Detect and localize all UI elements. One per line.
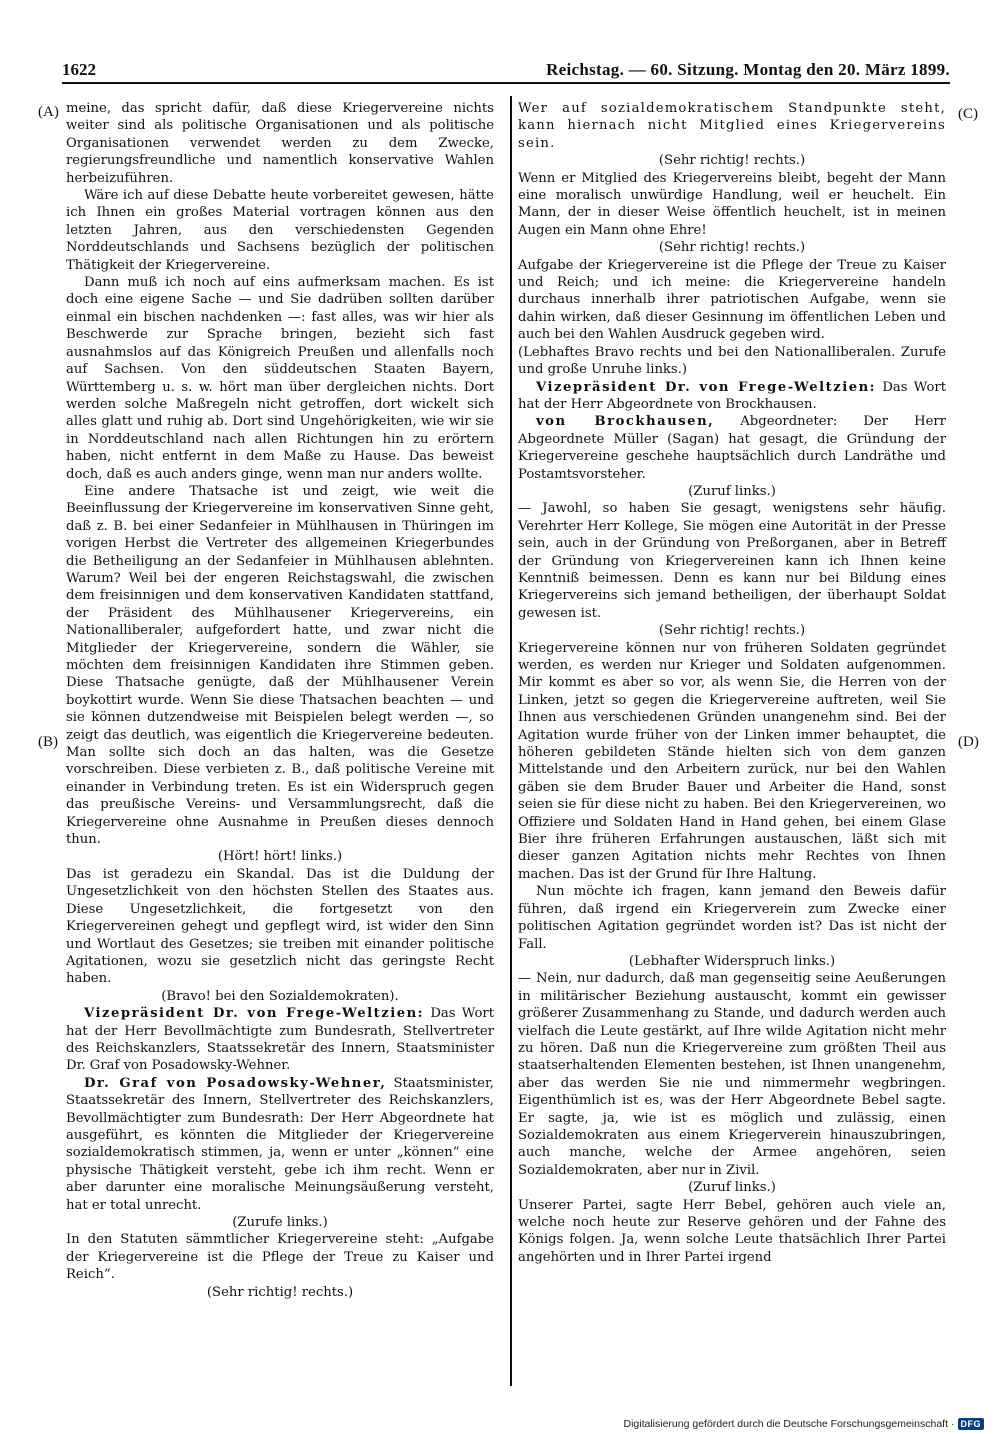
- dfg-logo: DFG: [958, 1418, 985, 1430]
- paragraph-text: Wäre ich auf diese Debatte heute vorbereitet gewesen, hätte ich Ihnen ein großes Material vortragen können aus den letzten Jahren, aus den verschiedensten Gegenden Norddeutschlands und Sachsens bezüglich der politischen Thätigkeit der Kriegervereine.: [66, 188, 494, 273]
- paragraph: [66, 1231, 494, 1283]
- paragraph-text: (Sehr richtig! rechts.): [658, 623, 806, 639]
- paragraph: [518, 413, 946, 483]
- paragraph-text: (Lebhafter Widerspruch links.): [628, 953, 836, 969]
- footer-credit-text: Digitalisierung gefördert durch die Deutsche Forschungsgemeinschaft: [623, 1418, 948, 1430]
- paragraph-text: Abgeordneter: Der Herr Abgeordnete Müller (Sagan) hat gesagt, die Gründung der Kriegervereine geschehe hauptsächlich durch Landräthe und Postamtsvorsteher.: [518, 414, 946, 482]
- paragraph: [518, 257, 946, 344]
- paragraph-text: Das Wort hat der Herr Abgeordnete von Brockhausen.: [518, 379, 946, 412]
- speaker-name: Dr. Graf von Posadowsky-Wehner,: [84, 1075, 387, 1091]
- paragraph-text: Staatsminister, Staatssekretär des Innern, Stellvertreter des Reichskanzlers, Bevollmächtigter zum Bundesrath: Der Herr Abgeordnete hat ausgeführt, es könnten die Mitglieder der Kriegervereine sozialdemokratisch stimmen, ja, wenn er unter „können“ eine physische Thätigkeit versteht, gebe ich ihm recht. Wenn er aber darunter eine moralische Meinungsäußerung versteht, hat er total unrecht.: [66, 1075, 494, 1213]
- paragraph-text: Dann muß ich noch auf eins aufmerksam machen. Es ist doch eine eigene Sache — und Sie dadrüben sollten darüber einmal ein bischen nachdenken —: fast alles, was wir hier als Beschwerde zur Sprache bringen, bezieht sich fast ausnahmslos auf das Königreich Preußen und allenfalls noch auf Sachsen. Von den süddeutschen Staaten Bayern, Württemberg u. s. w. hört man über dergleichen nichts. Dort werden solche Maßregeln nicht getroffen, dort wickelt sich alles glatt und ruhig ab. Dort sind Ungehörigkeiten, wie wir sie in Norddeutschland nach allen Richtungen hin zu erörtern haben, nicht entfernt in dem Maße zu Hause. Das beweist doch, daß es auch anders ginge, wenn man nur anders wollte.: [66, 275, 494, 482]
- paragraph: [66, 483, 494, 849]
- page-number: 1622: [62, 60, 96, 79]
- interjection: [66, 1284, 494, 1301]
- interjection: [518, 953, 946, 970]
- margin-mark-c: (C): [958, 106, 978, 122]
- interjection: [518, 622, 946, 639]
- paragraph-text: — Jawohl, so haben Sie gesagt, wenigstens sehr häufig. Verehrter Herr Kollege, Sie mögen eine Autorität in der Presse sein, auch in der Gründung von Preßorganen, aber in Betreff der Gründung von Kriegervereinen kann ich Ihnen keine Kenntniß beimessen. Denn es kann nur bei Bildung eines Kriegervereins sich jemand betheiligen, der überhaupt Soldat gewesen ist.: [518, 501, 946, 621]
- paragraph-text: Kriegervereine können nur von früheren Soldaten gegründet werden, es werden nur Krieger und Soldaten aufgenommen. Mir kommt es aber so vor, als wenn Sie, die Herren von der Linken, jetzt so gegen die Kriegervereine auftreten, weil Sie Ihnen aus verschiedenen Gründen unangenehm sind. Bei der Agitation wurde früher von der Linken immer behauptet, die höheren gebildeten Stände hielten sich von dem ganzen Mittelstande und den Arbeitern zurück, nur bei den Wahlen gäben sie dem Bruder Bauer und Arbeiter die Hand, sonst seien sie für diese nicht zu haben. Bei den Kriegervereinen, wo Offiziere und Soldaten Hand in Hand gehen, bei einem Glase Bier ihre früheren Erfahrungen austauschen, läßt sich mit dieser ganzen Agitation nichts mehr Rechtes von Ihnen machen. Das ist der Grund für Ihre Haltung.: [518, 640, 946, 882]
- running-title: Reichstag. — 60. Sitzung. Montag den 20. März 1899.: [546, 60, 950, 79]
- paragraph-text: In den Statuten sämmtlicher Kriegervereine steht: „Aufgabe der Kriegervereine ist die Pflege der Treue zu Kaiser und Reich“.: [66, 1232, 494, 1283]
- paragraph-text: (Zuruf links.): [688, 1180, 776, 1196]
- paragraph: [518, 883, 946, 953]
- paragraph-text: (Zurufe links.): [232, 1215, 328, 1230]
- paragraph: [66, 1075, 494, 1214]
- paragraph: [66, 866, 494, 988]
- paragraph-text: Nun möchte ich fragen, kann jemand den Beweis dafür führen, daß irgend ein Kriegerverein zum Zwecke einer politischen Agitation gegründet worden ist? Das ist nicht der Fall.: [518, 884, 946, 952]
- left-column: [66, 100, 494, 1301]
- paragraph-text: (Sehr richtig! rechts.): [658, 153, 806, 169]
- speaker-name: von Brockhausen,: [536, 414, 715, 430]
- paragraph: [66, 1005, 494, 1075]
- paragraph-text: (Zuruf links.): [688, 483, 776, 499]
- margin-mark-d: (D): [958, 734, 979, 750]
- paragraph-text: meine, das spricht dafür, daß diese Kriegervereine nichts weiter sind als politische Organisationen und als politische Organisationen verwendet werden zu dem Zwecke, regierungsfreundliche und namentlich konservative Wahlen herbeizuführen.: [66, 101, 494, 186]
- paragraph: [66, 274, 494, 483]
- paragraph-text: — Nein, nur dadurch, daß man gegenseitig seine Aeußerungen in militärischer Beziehung austauscht, kommt ein gewisser größerer Zusammenhang zu Stande, und dadurch werden auch vielfach die Leute gestärkt, auf Ihre wilde Agitation nicht mehr zu hören. Daß nun die Kriegervereine zum größten Theil aus staatserhaltenden Elementen bestehen, ist Ihnen unangenehm, aber das werden Sie nie und nimmermehr wegbringen. Eigenthümlich ist es, was der Herr Abgeordnete Bebel sagte. Er sagte, ja, wie ist es möglich und zulässig, einen Sozialdemokraten aus einem Kriegerverein hinauszubringen, auch manche, welche der Armee angehören, seien Sozialdemokraten, aber nur in Zivil.: [518, 971, 946, 1178]
- paragraph-text: Eine andere Thatsache ist und zeigt, wie weit die Beeinflussung der Kriegervereine im konservativen Sinne geht, daß z. B. bei einer Sedanfeier in Mühlhausen in Thüringen im vorigen Herbst die Vertreter des allgemeinen Kriegerbundes die Betheiligung an der Sedanfeier in Mühlhausen ablehnten. Warum? Weil bei der engeren Reichstagswahl, die zwischen dem freisinnigen und dem konservativen Kandidaten stattfand, der Präsident des Mühlhausener Kriegervereins, ein Nationalliberaler, aufgefordert hatte, und zwar nicht die Mitglieder der Kriegervereine, sondern die Wähler, sie möchten dem freisinnigen Kandidaten ihre Stimmen geben. Diese Thatsache genügte, daß der Mühlhausener Verein boykottirt wurde. Wenn Sie diese Thatsachen beachten — und sie können dutzendweise mit Beispielen belegt werden —, so zeigt das deutlich, was eigentlich die Kriegervereine bedeuten. Man sollte sich doch an das halten, was die Gesetze vorschreiben. Diese verbieten z. B., daß politische Vereine mit einander in Verbindung treten. Es ist ein Widerspruch gegen das preußische Vereins- und Versammlungsrecht, daß die Kriegervereine ohne Ausnahme in Preußen dieses dennoch thun.: [66, 483, 494, 848]
- header-rule: [62, 82, 950, 84]
- interjection: [66, 848, 494, 865]
- paragraph-text: Das Wort hat der Herr Bevollmächtigte zum Bundesrath, Stellvertreter des Reichskanzlers, Staatssekretär des Innern, Staatsminister Dr. Graf von Posadowsky-Wehner.: [66, 1006, 494, 1074]
- paragraph: [518, 379, 946, 414]
- paragraph-text: Unserer Partei, sagte Herr Bebel, gehören auch viele an, welche noch heute zur Reserve gehören und der Fahne des Königs folgen. Ja, wenn solche Leute thatsächlich Ihrer Partei angehörten und in Ihrer Partei irgend: [518, 1197, 946, 1265]
- page-header: [62, 60, 950, 84]
- interjection: [518, 152, 946, 169]
- column-divider: [510, 96, 512, 1386]
- paragraph-text: Aufgabe der Kriegervereine ist die Pflege der Treue zu Kaiser und Reich; und ich meine: die Kriegervereine handeln durchaus innerhalb ihrer patriotischen Aufgabe, wenn sie dahin wirken, daß dieser Gesinnung im öffentlichen Leben und auch bei den Wahlen Ausdruck gegeben wird.: [518, 257, 946, 343]
- paragraph: [518, 1197, 946, 1267]
- paragraph: [518, 344, 946, 379]
- paragraph-text: Wenn er Mitglied des Kriegervereins bleibt, begeht der Mann eine moralisch unwürdige Handlung, weil er heuchelt. Ein Mann, der in dieser Weise öffentlich heuchelt, ist in meinen Augen ein Mann ohne Ehre!: [518, 170, 946, 238]
- interjection: [66, 1214, 494, 1231]
- interjection: [518, 239, 946, 256]
- paragraph-text: (Sehr richtig! rechts.): [658, 240, 806, 256]
- margin-mark-b: (B): [38, 734, 58, 750]
- interjection: [518, 483, 946, 500]
- interjection: [66, 988, 494, 1005]
- paragraph: [518, 640, 946, 884]
- margin-mark-a: (A): [38, 104, 59, 120]
- paragraph: [518, 970, 946, 1179]
- footer-credit: Digitalisierung gefördert durch die Deutsche Forschungsgemeinschaft · DFG: [623, 1418, 984, 1430]
- paragraph: [518, 100, 946, 152]
- paragraph: [66, 100, 494, 187]
- paragraph-text: (Sehr richtig! rechts.): [206, 1284, 354, 1300]
- paragraph-text: (Lebhaftes Bravo rechts und bei den Nationalliberalen. Zurufe und große Unruhe links.): [518, 344, 946, 378]
- speaker-name: Vizepräsident Dr. von Frege-Weltzien:: [536, 379, 877, 395]
- paragraph: [518, 170, 946, 240]
- paragraph-text: (Bravo! bei den Sozialdemokraten).: [161, 988, 399, 1004]
- paragraph-text: Das ist geradezu ein Skandal. Das ist die Duldung der Ungesetzlichkeit von den höchsten Stellen des Staates aus. Diese Ungesetzlichkeit, die fortgesetzt von den Kriegervereinen gehegt und gepflegt wird, ist wider den Sinn und Wortlaut des Gesetzes; sie treiben mit einander politische Agitationen, wozu sie gesetzlich nicht das geringste Recht haben.: [66, 866, 494, 987]
- paragraph-text: (Hört! hört! links.): [217, 849, 343, 865]
- interjection: [518, 1179, 946, 1196]
- paragraph: [518, 500, 946, 622]
- speaker-name: Vizepräsident Dr. von Frege-Weltzien:: [84, 1006, 425, 1022]
- paragraph-text: Wer auf sozialdemokratischem Standpunkte steht, kann hiernach nicht Mitglied eines Kriegervereins sein.: [518, 101, 946, 151]
- paragraph: [66, 187, 494, 274]
- right-column: [518, 100, 946, 1266]
